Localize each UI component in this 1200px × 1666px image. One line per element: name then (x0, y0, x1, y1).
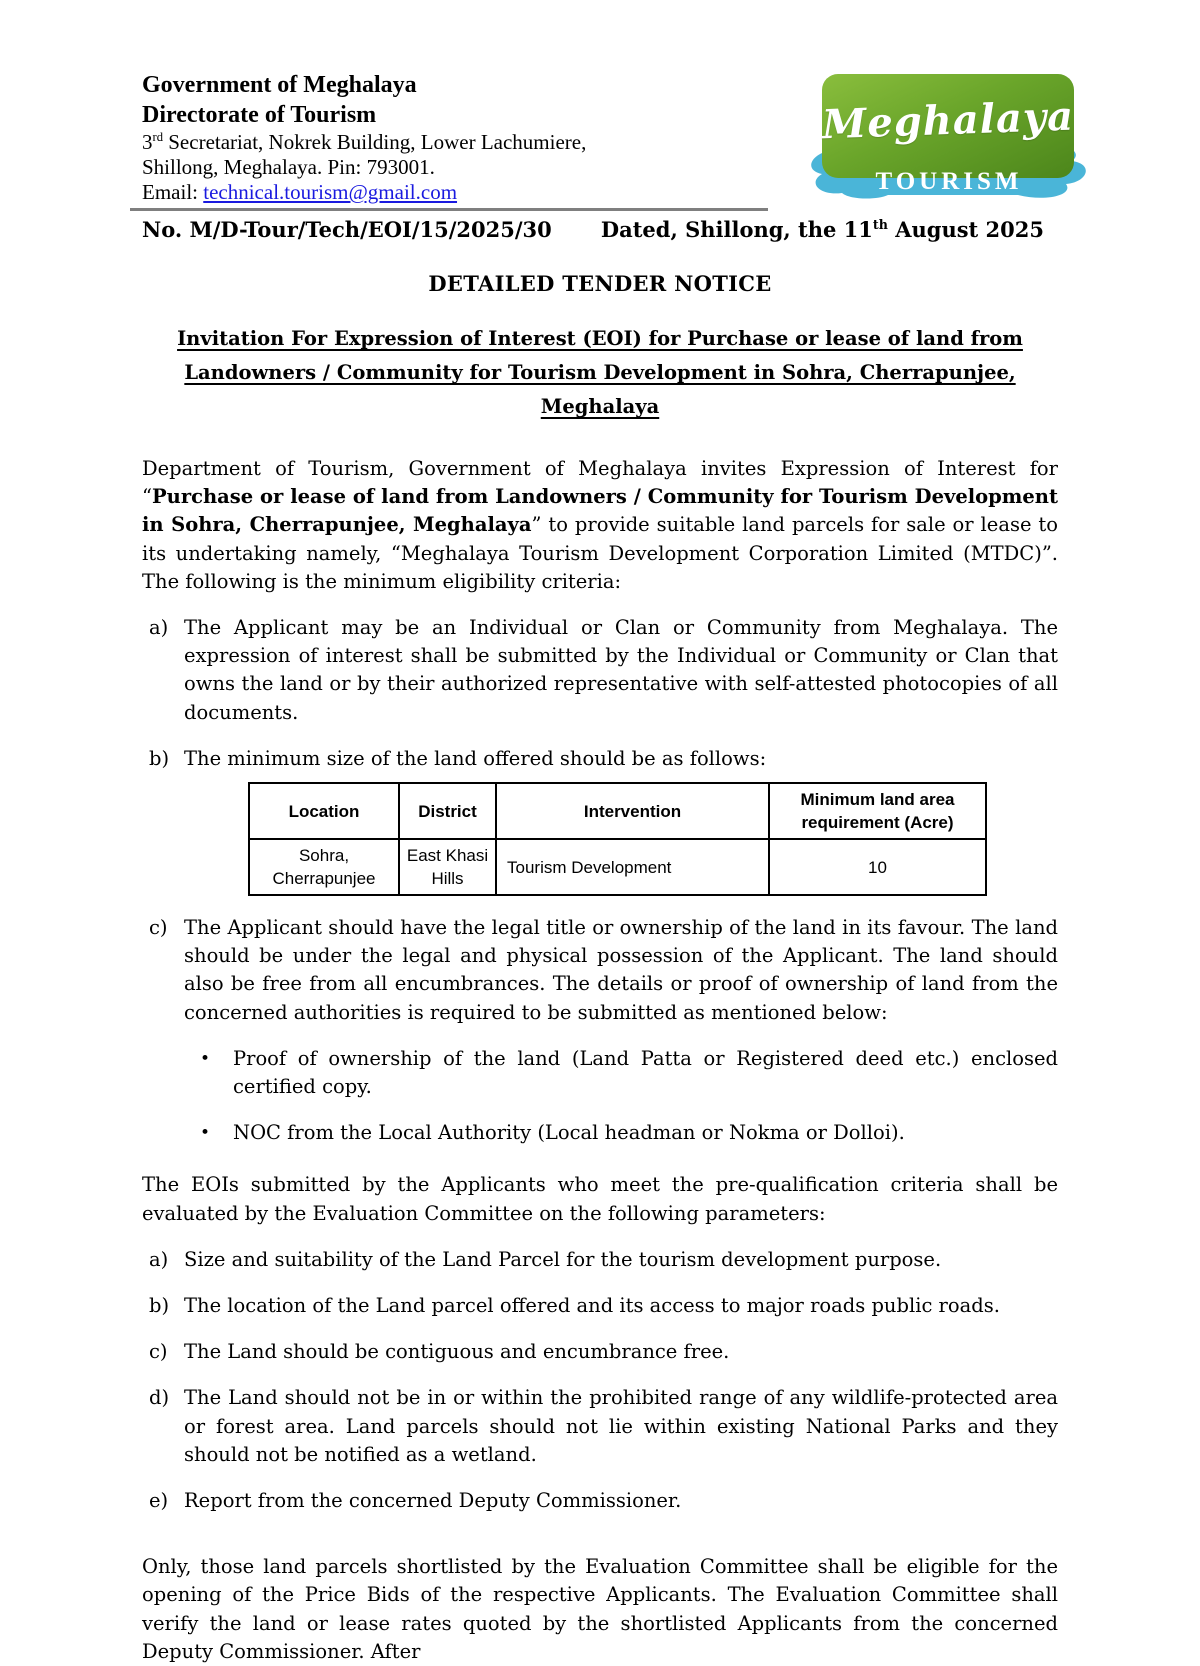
parameter-item-c (142, 1338, 1058, 1366)
notice-title: DETAILED TENDER NOTICE (428, 271, 772, 296)
bullet-item-noc (142, 1119, 1058, 1147)
parameter-item-e-label: e) (149, 1489, 169, 1513)
intro-seg1: Department of Tourism, Government of Meghalaya invites Expression of Interest for “ (142, 457, 1058, 509)
address-ordinal-suffix: rd (152, 130, 163, 144)
parameter-item-b-text: The location of the Land parcel offered and its access to major roads public roads. (184, 1294, 1000, 1318)
parameter-item-b (142, 1292, 1058, 1320)
criteria-item-c-text: The Applicant should have the legal title or ownership of the land in its favour. The land should be under the legal and physical possession of the Applicant. The land should also be free from all encumbrances. The details or proof of ownership of land from the concerned authorities is required to be submitted as mentioned below: (184, 916, 1058, 1024)
reference-row (142, 216, 1058, 244)
parameter-item-d (142, 1384, 1058, 1469)
table-row (249, 839, 986, 895)
parameter-item-d-label: d) (149, 1386, 170, 1410)
parameter-item-c-text: The Land should be contiguous and encumbrance free. (184, 1340, 730, 1364)
table-header-location: Location (249, 783, 399, 839)
org-address-block (142, 70, 586, 205)
logo-tourism-text: TOURISM (875, 168, 1023, 195)
parameter-item-a-label: a) (149, 1247, 169, 1271)
intro-seg3: ” to provide suitable land parcels for sale or lease to its undertaking namely, “Meghalaya Tourism Development Corporation Limited (MTDC)”. The following is the minimum eligibility criteria: (142, 513, 1059, 593)
closing-paragraph: Only, those land parcels shortlisted by the Evaluation Committee shall be eligible for the opening of the Price Bids of the respective Applicants. The Evaluation Committee shall verify the land or lease rates quoted by the shortlisted Applicants from the concerned Deputy Commissioner. After (142, 1555, 1058, 1663)
table-header-row (249, 783, 986, 839)
table-cell-district: East Khasi Hills (399, 839, 496, 895)
org-address-line1 (142, 130, 586, 155)
parameter-item-e-text: Report from the concerned Deputy Commissioner. (184, 1489, 682, 1513)
criteria-item-b-label: b) (149, 746, 170, 770)
criteria-item-c-label: c) (149, 916, 168, 940)
table-cell-intervention: Tourism Development (496, 839, 769, 895)
logo-meghalaya-text: Meghalaya (821, 92, 1075, 148)
logo-green-panel (822, 74, 1074, 178)
intro-paragraph (142, 455, 1058, 596)
org-email-line (142, 180, 586, 205)
bullet-item-proof (142, 1045, 1058, 1101)
bullet-item-noc-text: NOC from the Local Authority (Local headman or Nokma or Dolloi). (233, 1121, 905, 1145)
parameter-item-a (142, 1246, 1058, 1274)
date-pre: Dated, Shillong, the 11 (600, 217, 873, 242)
bullet-marker-icon: • (200, 1048, 211, 1069)
table-cell-location: Sohra, Cherrapunjee (249, 839, 399, 895)
table-header-district: District (399, 783, 496, 839)
criteria-item-c (142, 914, 1058, 1027)
org-address-line2: Shillong, Meghalaya. Pin: 793001. (142, 155, 435, 179)
parameter-item-e (142, 1487, 1058, 1515)
address-number: 3 (142, 130, 153, 154)
criteria-item-b (142, 745, 1058, 773)
subject-heading: Invitation For Expression of Interest (EOI) for Purchase or lease of land from Landowners / Community for Tourism Development in Sohra, Cherrapunjee, Meghalaya (177, 327, 1023, 418)
intro-subject-bold: Purchase or lease of land from Landowners / Community for Tourism Development in Sohra, Cherrapunjee, Meghalaya (142, 485, 1058, 537)
document-header (142, 70, 1075, 205)
table-header-intervention: Intervention (496, 783, 769, 839)
parameter-item-c-label: c) (149, 1340, 168, 1364)
email-link[interactable]: technical.tourism@gmail.com (203, 180, 458, 204)
address-rest: Secretariat, Nokrek Building, Lower Lachumiere, (163, 130, 587, 154)
date-rest: August 2025 (887, 217, 1044, 242)
criteria-item-b-text: The minimum size of the land offered should be as follows: (184, 746, 767, 770)
criteria-item-a-label: a) (149, 616, 169, 640)
parameter-item-a-text: Size and suitability of the Land Parcel for the tourism development purpose. (184, 1247, 942, 1271)
reference-date (601, 216, 1044, 244)
parameter-item-d-text: The Land should not be in or within the prohibited range of any wildlife-protected area or forest area. Land parcels should not lie within existing National Parks and they should not be notified as a wetland. (184, 1386, 1058, 1466)
org-name: Government of Meghalaya (142, 72, 417, 98)
reference-number: No. M/D-Tour/Tech/EOI/15/2025/30 (142, 217, 552, 242)
email-label: Email: (142, 180, 204, 204)
parameter-item-b-label: b) (149, 1294, 170, 1318)
evaluation-intro-paragraph: The EOIs submitted by the Applicants who meet the pre-qualification criteria shall be evaluated by the Evaluation Committee on the following parameters: (142, 1173, 1058, 1225)
org-department: Directorate of Tourism (142, 102, 377, 128)
bullet-marker-icon: • (200, 1123, 211, 1144)
criteria-item-a (142, 614, 1058, 727)
meghalaya-tourism-logo (808, 72, 1090, 200)
header-divider-line (130, 208, 768, 211)
criteria-item-a-text: The Applicant may be an Individual or Clan or Community from Meghalaya. The expression of interest shall be submitted by the Individual or Community or Clan that owns the land or by their authorized representative with self-attested photocopies of all documents. (184, 616, 1058, 724)
bullet-item-proof-text: Proof of ownership of the land (Land Patta or Registered deed etc.) enclosed certified copy. (233, 1046, 1058, 1099)
date-ordinal-suffix: th (872, 217, 888, 232)
table-header-min-area: Minimum land area requirement (Acre) (769, 783, 986, 839)
land-requirement-table (248, 782, 987, 896)
table-cell-min-area: 10 (769, 839, 986, 895)
